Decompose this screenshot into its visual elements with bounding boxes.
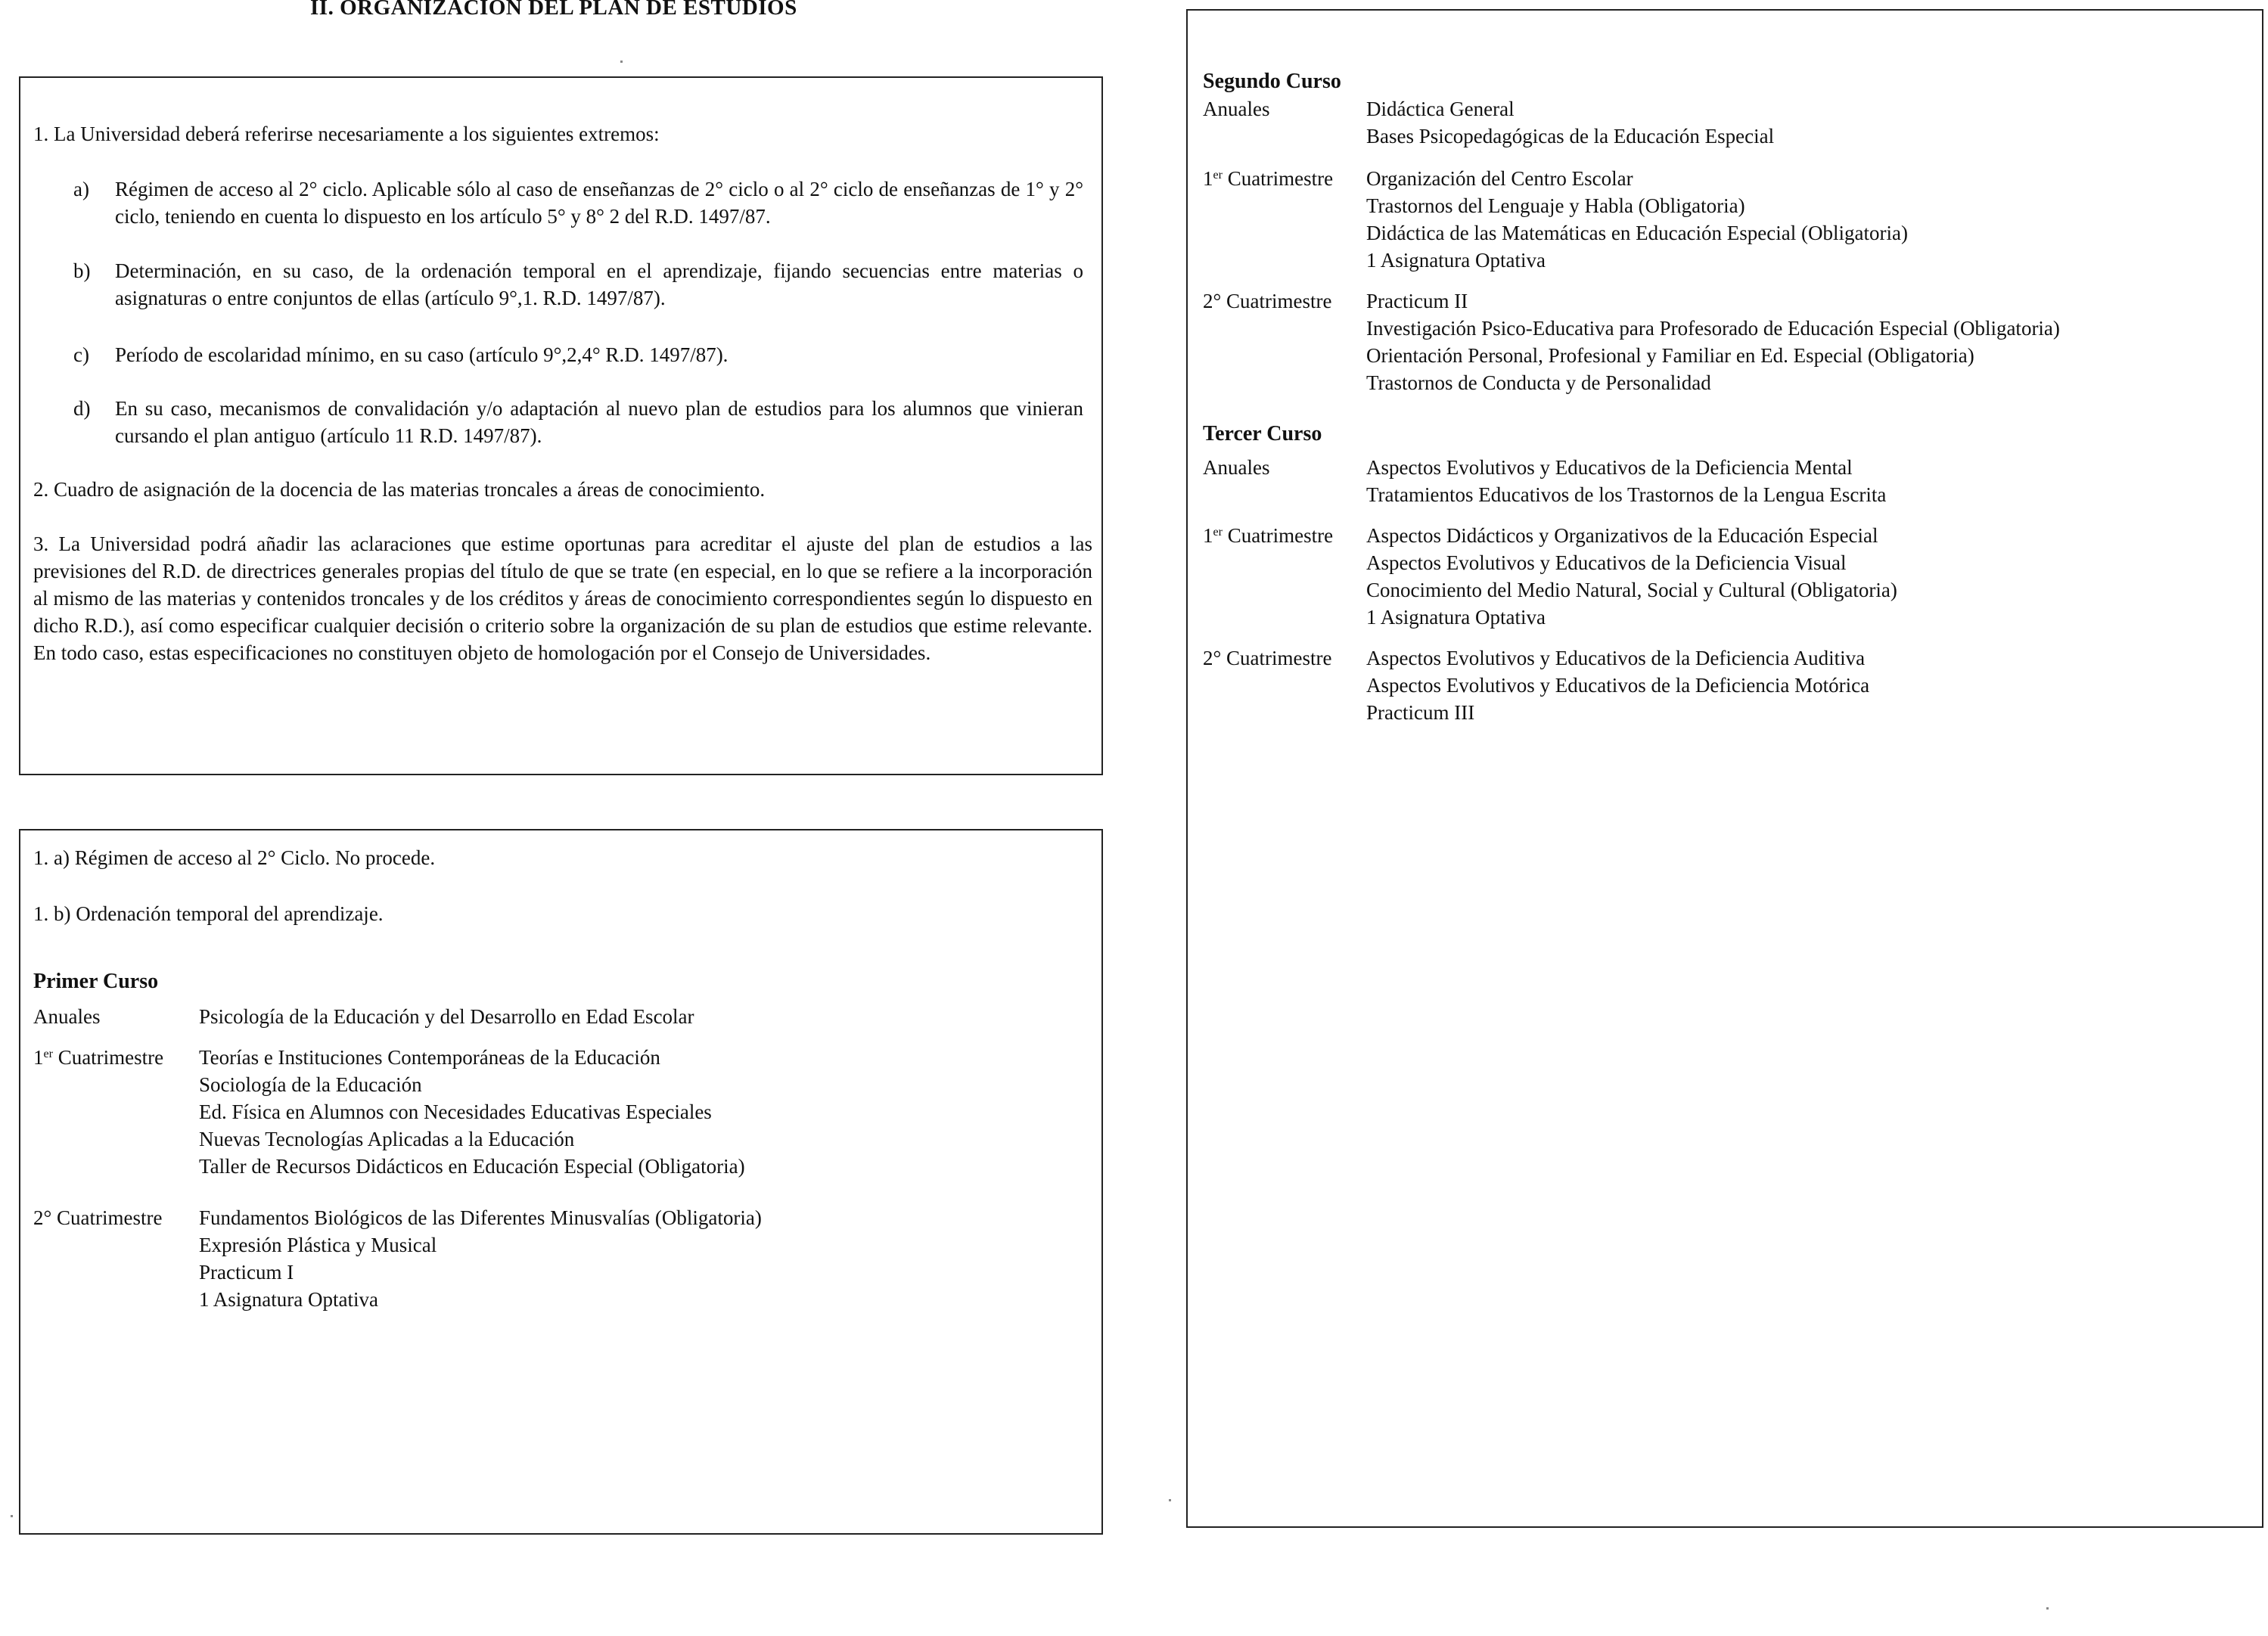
subject-item: Practicum III xyxy=(1366,701,1475,724)
subject-item: Investigación Psico-Educativa para Profesorado de Educación Especial (Obligatoria) xyxy=(1366,317,2060,340)
item-text: Período de escolaridad mínimo, en su caso (artículo 9°,2,4° R.D. 1497/87). xyxy=(115,343,729,366)
requirements-box xyxy=(19,76,1103,775)
second-semester-label: 2° Cuatrimestre xyxy=(33,1206,163,1229)
requirements-point-3: 3. La Universidad podrá añadir las aclaraciones que estime oportunas para acreditar el ajuste del plan de estudios a las previsiones del R.D. de directrices generales propias del título de que se trate (en especial, en lo que se refiere a la incorporación al mismo de las materias y contenidos troncales y de los créditos y áreas de conocimiento correspondientes según lo dispuesto en dicho R.D.), así como especificar cualquier decisión o criterio sobre la organización de su plan de estudios que estime relevante. En todo caso, estas especificaciones no constituyen objeto de homologación por el Consejo de Universidades. xyxy=(33,532,1092,664)
subject-item: Didáctica General xyxy=(1366,98,1515,120)
first-semester-subject-list xyxy=(1366,522,1897,631)
temporal-order-line: 1. b) Ordenación temporal del aprendizaje. xyxy=(33,902,384,925)
subject-item: Conocimiento del Medio Natural, Social y Cultural (Obligatoria) xyxy=(1366,579,1897,601)
subject-item: Practicum II xyxy=(1366,290,1468,312)
course-heading: Segundo Curso xyxy=(1203,70,1341,93)
requirements-intro: 1. La Universidad deberá referirse necesariamente a los siguientes extremos: xyxy=(33,123,660,145)
anuales-label: Anuales xyxy=(1203,456,1270,479)
item-marker: b) xyxy=(73,259,91,282)
subject-item: Sociología de la Educación xyxy=(199,1073,422,1096)
first-year-box xyxy=(19,829,1103,1535)
item-text: En su caso, mecanismos de convalidación y/o adaptación al nuevo plan de estudios para los alumnos que vinieran cursando el plan antiguo (artículo 11 R.D. 1497/87). xyxy=(115,397,1083,447)
first-semester-label: 1er Cuatrimestre xyxy=(1203,524,1334,547)
subject-item: Aspectos Evolutivos y Educativos de la Deficiencia Visual xyxy=(1366,551,1847,574)
subject-item: Aspectos Evolutivos y Educativos de la Deficiencia Mental xyxy=(1366,456,1853,479)
second-third-year-box xyxy=(1186,9,2263,1528)
subject-item: Aspectos Didácticos y Organizativos de la Educación Especial xyxy=(1366,524,1878,547)
subject-item: Orientación Personal, Profesional y Familiar en Ed. Especial (Obligatoria) xyxy=(1366,344,1974,367)
subject-item: Tratamientos Educativos de los Trastornos de la Lengua Escrita xyxy=(1366,483,1887,506)
subject-item: Nuevas Tecnologías Aplicadas a la Educación xyxy=(199,1128,575,1150)
second-semester-subject-list xyxy=(1366,644,1869,726)
subject-item: 1 Asignatura Optativa xyxy=(199,1288,378,1311)
scan-speck xyxy=(620,61,623,63)
first-semester-subject-list xyxy=(1366,165,1908,274)
item-text: Régimen de acceso al 2° ciclo. Aplicable sólo al caso de enseñanzas de 2° ciclo o al 2° ciclo de enseñanzas de 1° y 2° ciclo, teniendo en cuenta lo dispuesto en los artículo 5° y 8° 2 del R.D. 1497/87. xyxy=(115,178,1083,228)
anuales-subject-list xyxy=(199,1003,694,1030)
item-marker: a) xyxy=(73,178,89,200)
second-semester-subject-list xyxy=(1366,287,2060,396)
subject-item: Didáctica de las Matemáticas en Educación Especial (Obligatoria) xyxy=(1366,222,1908,244)
second-semester-subject-list xyxy=(199,1204,762,1313)
item-marker: c) xyxy=(73,343,89,366)
page-title: II. ORGANIZACION DEL PLAN DE ESTUDIOS xyxy=(310,0,797,20)
subject-item: Fundamentos Biológicos de las Diferentes Minusvalías (Obligatoria) xyxy=(199,1206,762,1229)
scan-speck xyxy=(1169,1499,1171,1501)
subject-item: Taller de Recursos Didácticos en Educación Especial (Obligatoria) xyxy=(199,1155,745,1178)
subject-item: Ed. Física en Alumnos con Necesidades Educativas Especiales xyxy=(199,1100,712,1123)
first-semester-label: 1er Cuatrimestre xyxy=(1203,167,1334,190)
subject-item: Trastornos de Conducta y de Personalidad xyxy=(1366,371,1711,394)
course-heading: Primer Curso xyxy=(33,970,159,993)
subject-item: Organización del Centro Escolar xyxy=(1366,167,1633,190)
subject-item: Aspectos Evolutivos y Educativos de la Deficiencia Motórica xyxy=(1366,674,1870,697)
requirements-point-2: 2. Cuadro de asignación de la docencia de las materias troncales a áreas de conocimiento. xyxy=(33,478,766,501)
subject-item: Expresión Plástica y Musical xyxy=(199,1234,437,1256)
subject-item: Teorías e Instituciones Contemporáneas de la Educación xyxy=(199,1046,660,1069)
anuales-label: Anuales xyxy=(1203,98,1270,120)
subject-item: 1 Asignatura Optativa xyxy=(1366,249,1546,272)
first-semester-label: 1er Cuatrimestre xyxy=(33,1046,164,1069)
subject-item: Practicum I xyxy=(199,1261,294,1284)
subject-item: Aspectos Evolutivos y Educativos de la Deficiencia Auditiva xyxy=(1366,647,1866,669)
anuales-subject-list xyxy=(1366,95,1774,150)
second-semester-label: 2° Cuatrimestre xyxy=(1203,290,1332,312)
subject-item: Psicología de la Educación y del Desarrollo en Edad Escolar xyxy=(199,1005,694,1028)
scan-speck xyxy=(2046,1607,2049,1610)
second-semester-label: 2° Cuatrimestre xyxy=(1203,647,1332,669)
anuales-label: Anuales xyxy=(33,1005,101,1028)
subject-item: Trastornos del Lenguaje y Habla (Obligatoria) xyxy=(1366,194,1745,217)
subject-item: 1 Asignatura Optativa xyxy=(1366,606,1546,629)
first-semester-subject-list xyxy=(199,1044,745,1180)
course-heading: Tercer Curso xyxy=(1203,422,1322,445)
anuales-subject-list xyxy=(1366,454,1886,508)
access-regime-line: 1. a) Régimen de acceso al 2° Ciclo. No procede. xyxy=(33,846,436,869)
item-marker: d) xyxy=(73,397,91,420)
item-text: Determinación, en su caso, de la ordenación temporal en el aprendizaje, fijando secuencias entre materias o asignaturas o entre conjuntos de ellas (artículo 9°,1. R.D. 1497/87). xyxy=(115,259,1083,309)
scan-speck xyxy=(11,1515,13,1517)
subject-item: Bases Psicopedagógicas de la Educación Especial xyxy=(1366,125,1775,147)
